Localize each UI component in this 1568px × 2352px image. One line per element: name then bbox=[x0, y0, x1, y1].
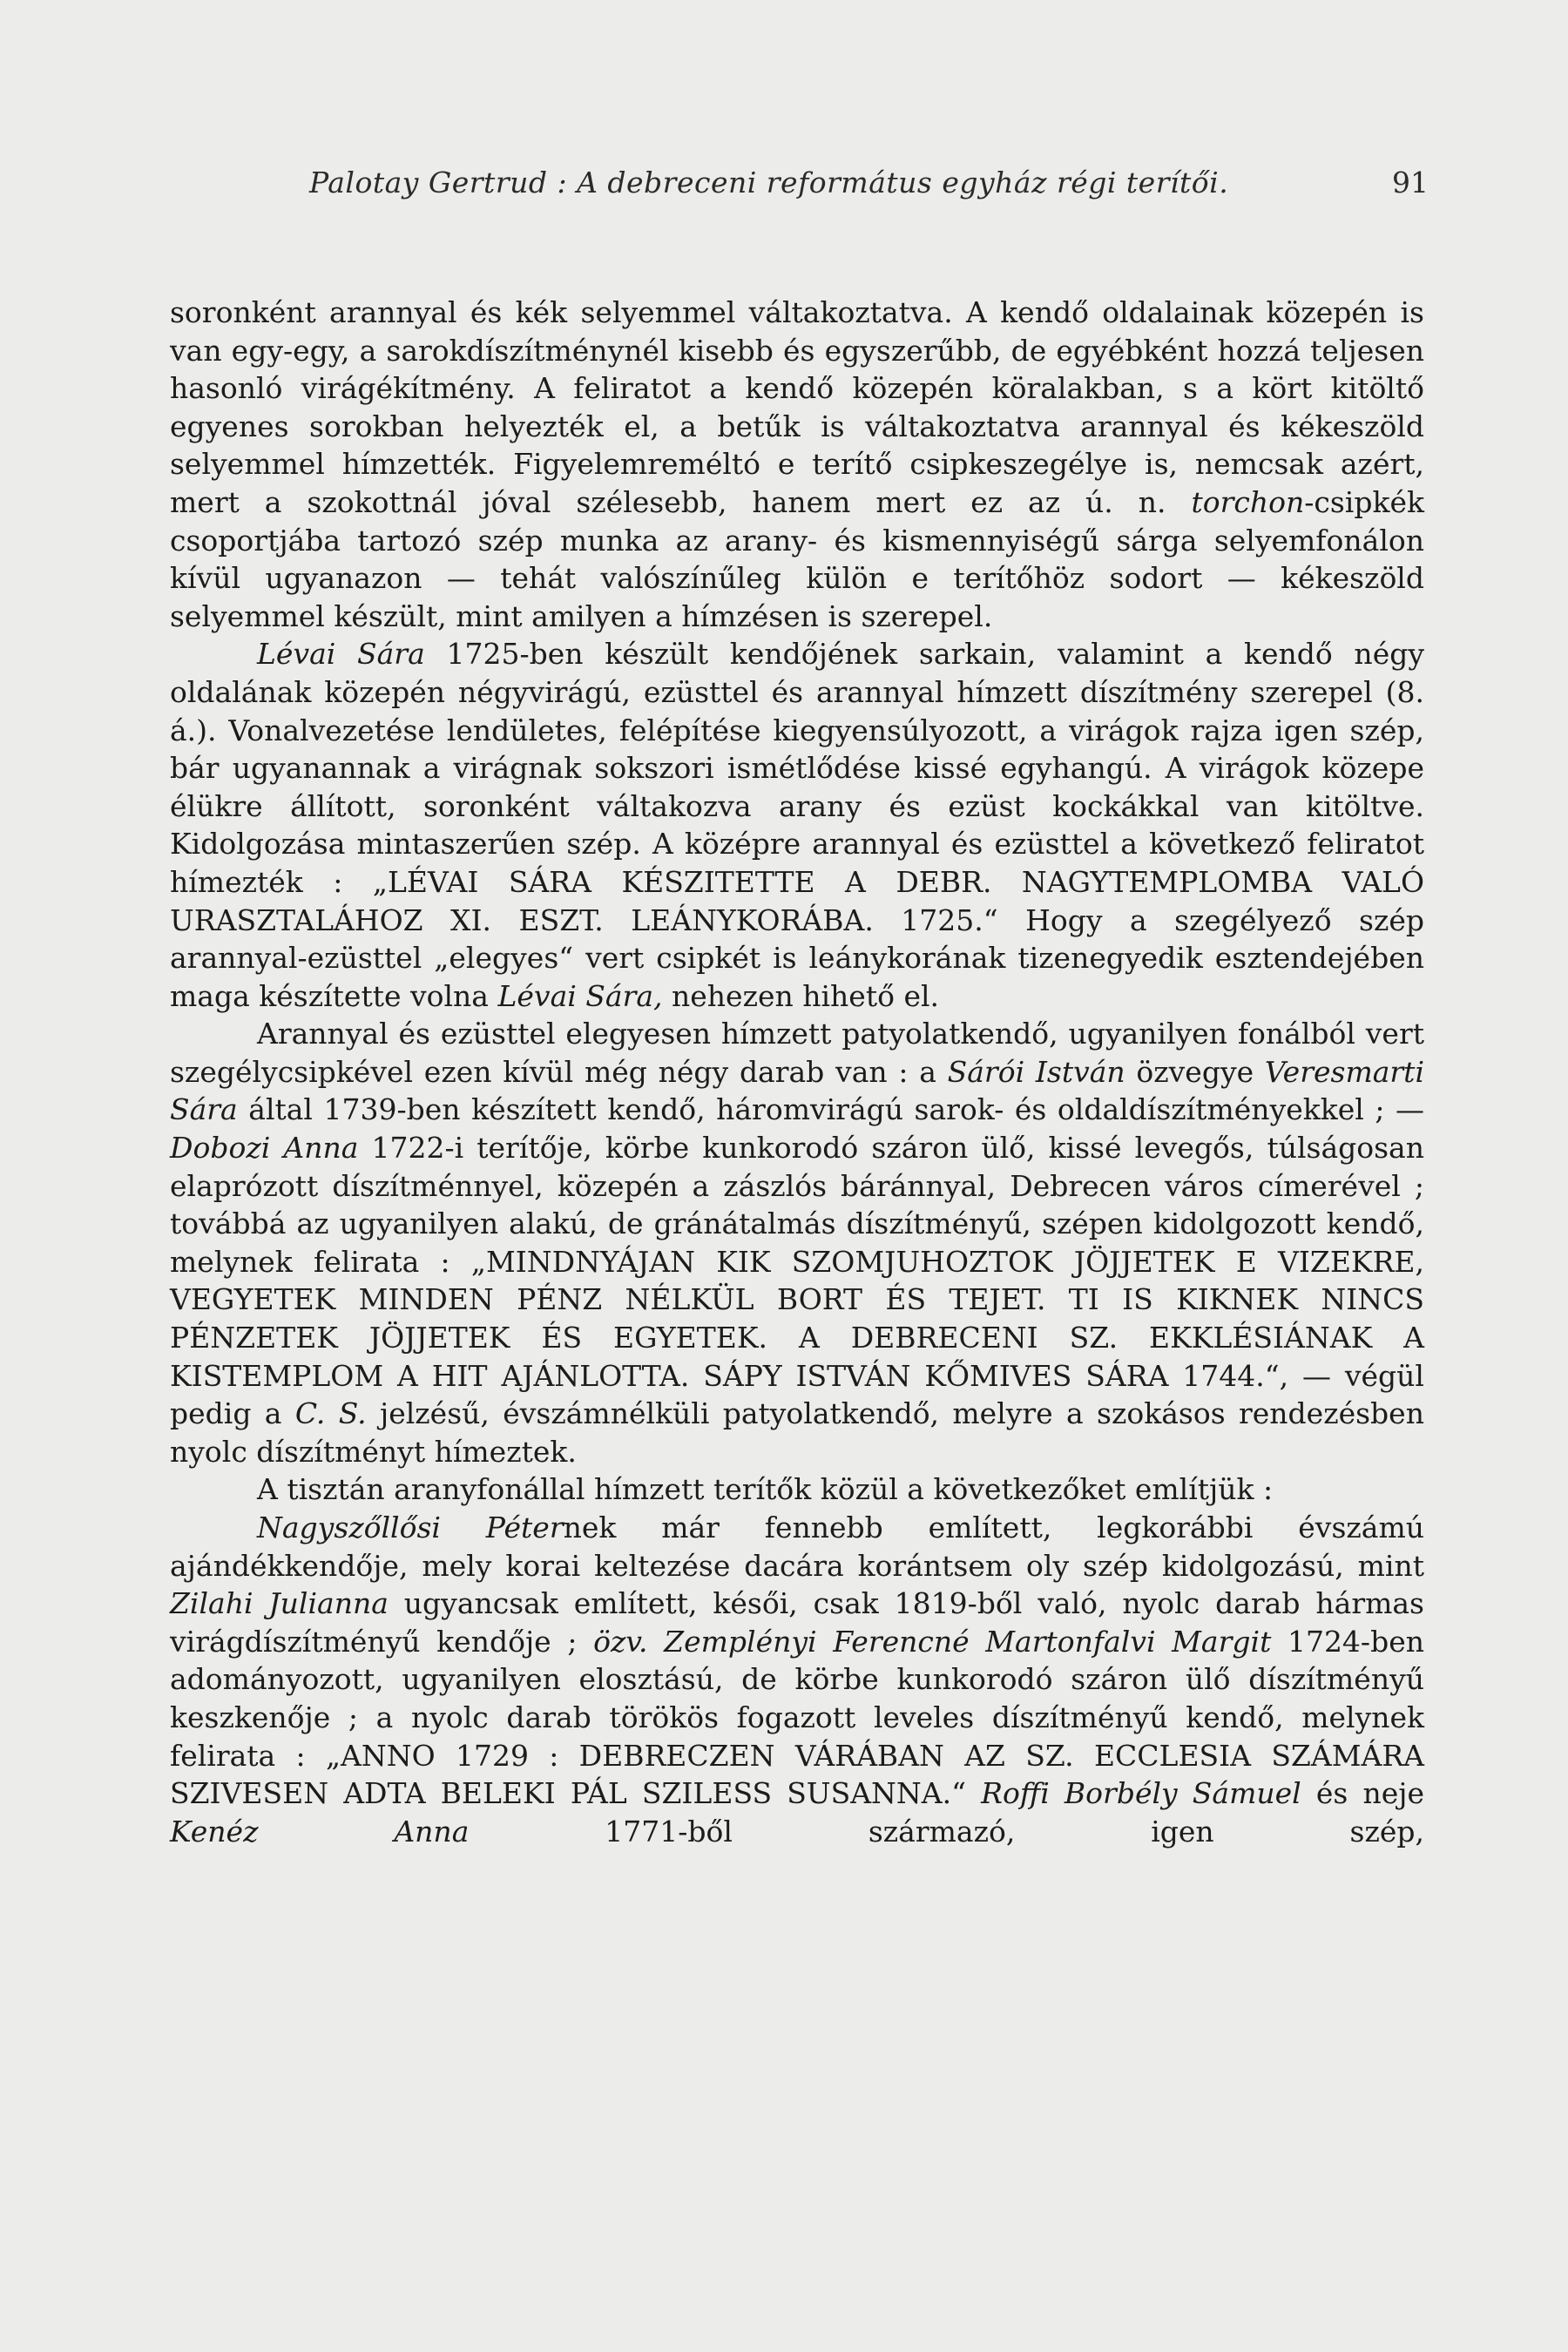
italic-name-run: Lévai Sára bbox=[257, 637, 425, 672]
paragraph-p4 bbox=[170, 1470, 1424, 1509]
text-run: 1725-ben készült kendőjének sarkain, valamint a kendő négy oldalának közepén négyvirágú, ezüsttel és arannyal hímzett díszítmény szerepel (8. á.). Vonalvezetése lendületes, felépítése kiegyensúlyozott, a virágok rajza igen szép, bár ugyanannak a virágnak sokszori ismétlődése kissé egyhangú. A virágok közepe élükre állított, soronként váltakozva arany és ezüst kockákkal van kitöltve. Kidolgozása mintaszerűen szép. A középre arannyal és ezüsttel a következő feliratot hímezték : „LÉVAI SÁRA KÉSZITETTE A DEBR. NAGYTEMPLOMBA VALÓ URASZTALÁHOZ XI. ESZT. LEÁNYKORÁBA. 1725.“ Hogy a szegélyező szép arannyal-ezüsttel „elegyes“ vert csipkét is leánykorának tizenegyedik esztendejében maga készítette volna bbox=[170, 637, 1424, 1013]
text-run: által 1739-ben készített kendő, háromvirágú sarok- és oldaldíszítményekkel ; — bbox=[237, 1092, 1424, 1127]
text-run: 1722-i terítője, körbe kunkorodó száron ülő, kissé levegős, túlságosan elaprózott díszítménnyel, közepén a zászlós báránnyal, Debrecen város címerével ; továbbá az ugyanilyen alakú, de gránátalmás díszítményű, szépen kidolgozott kendő, melynek felirata : „MINDNYÁJAN KIK SZOMJUHOZTOK JÖJJETEK E VIZEKRE, VEGYETEK MINDEN PÉNZ NÉLKÜL BORT ÉS TEJET. TI IS KIKNEK NINCS PÉNZETEK JÖJJETEK ÉS EGYETEK. A DEBRECENI SZ. EKKLÉSIÁNAK A KISTEMPLOM A HIT AJÁNLOTTA. SÁPY ISTVÁN KŐMIVES SÁRA 1744.“, — végül pedig a bbox=[170, 1131, 1424, 1431]
running-title: Palotay Gertrud : A debreceni református egyház régi terítői. bbox=[309, 166, 1229, 199]
text-run: ugyancsak említett, késői, csak 1819-ből való, nyolc darab hármas virágdíszítményű kendője ; bbox=[170, 1586, 1424, 1659]
italic-name-run: Zilahi Julianna bbox=[170, 1586, 389, 1621]
italic-name-run: Roffi Borbély Sámuel bbox=[981, 1776, 1301, 1811]
paragraph-p1 bbox=[170, 294, 1424, 635]
text-run: nehezen hihető el. bbox=[662, 978, 940, 1013]
italic-name-run: Nagyszőllősi Péter bbox=[257, 1511, 564, 1544]
italic-name-run: özv. Zemplényi Ferencné Martonfalvi Margit bbox=[593, 1624, 1272, 1659]
text-run: soronként arannyal és kék selyemmel váltakoztatva. A kendő oldalainak közepén is van egy-egy, a sarokdíszítménynél kisebb és egyszerűbb, de egyébként hozzá teljesen hasonló virágékítmény. A feliratot a kendő közepén köralakban, s a kört kitöltő egyenes sorokban helyezték el, a betűk is váltakoztatva arannyal és kékeszöld selyemmel hímzették. Figyelemreméltó e terítő csipkeszegélye is, nemcsak azért, mert a szokottnál jóval szélesebb, hanem mert ez az ú. n. bbox=[170, 295, 1424, 519]
italic-name-run: C. S. bbox=[294, 1396, 367, 1431]
text-run: 1771-ből származó, igen szép, bbox=[469, 1814, 1425, 1848]
running-head bbox=[170, 166, 1429, 218]
body-text bbox=[170, 294, 1424, 1850]
text-run: Arannyal és ezüsttel elegyesen hímzett patyolatkendő, ugyanilyen fonálból vert szegélycsipkével ezen kívül még négy darab van : a bbox=[170, 1017, 1424, 1089]
italic-name-run: Kenéz Anna bbox=[170, 1814, 470, 1848]
text-run: jelzésű, évszámnélküli patyolatkendő, melyre a szokásos rendezésben nyolc díszítményt hímeztek. bbox=[170, 1396, 1424, 1469]
text-run: nek már fennebb említett, legkorábbi évszámú ajándékkendője, mely korai keltezése dacára korántsem oly szép kidolgozású, mint bbox=[170, 1511, 1424, 1583]
text-run: -csipkék csoportjába tartozó szép munka az arany- és kismennyiségű sárga selyemfonálon kívül ugyanazon — tehát valószínűleg külön e terítőhöz sodort — kékeszöld selyemmel készült, mint amilyen a hímzésen is szerepel. bbox=[170, 484, 1424, 633]
paragraph-p2 bbox=[170, 635, 1424, 1015]
text-run: 1724-ben adományozott, ugyanilyen elosztású, de körbe kunkorodó száron ülő díszítményű keszkenője ; a nyolc darab törökös fogazott leveles díszítményű kendő, melynek felirata : „ANNO 1729 : DEBRECZEN VÁRÁBAN AZ SZ. ECCLESIA SZÁMÁRA SZIVESEN ADTA BELEKI PÁL SZILESS SUSANNA.“ bbox=[170, 1624, 1424, 1811]
text-run: A tisztán aranyfonállal hímzett terítők közül a következőket említjük : bbox=[257, 1472, 1274, 1507]
italic-name-run: Sárói István bbox=[947, 1054, 1125, 1089]
italic-name-run: Lévai Sára, bbox=[497, 978, 663, 1013]
paragraph-p5 bbox=[170, 1509, 1424, 1850]
text-run: özvegye bbox=[1125, 1054, 1265, 1089]
page-number: 91 bbox=[1392, 166, 1429, 199]
italic-name-run: torchon bbox=[1191, 484, 1305, 519]
text-run: és neje bbox=[1301, 1776, 1424, 1811]
italic-name-run: Veresmarti Sára bbox=[170, 1054, 1425, 1127]
paragraph-p3 bbox=[170, 1015, 1424, 1470]
italic-name-run: Dobozi Anna bbox=[170, 1131, 359, 1166]
